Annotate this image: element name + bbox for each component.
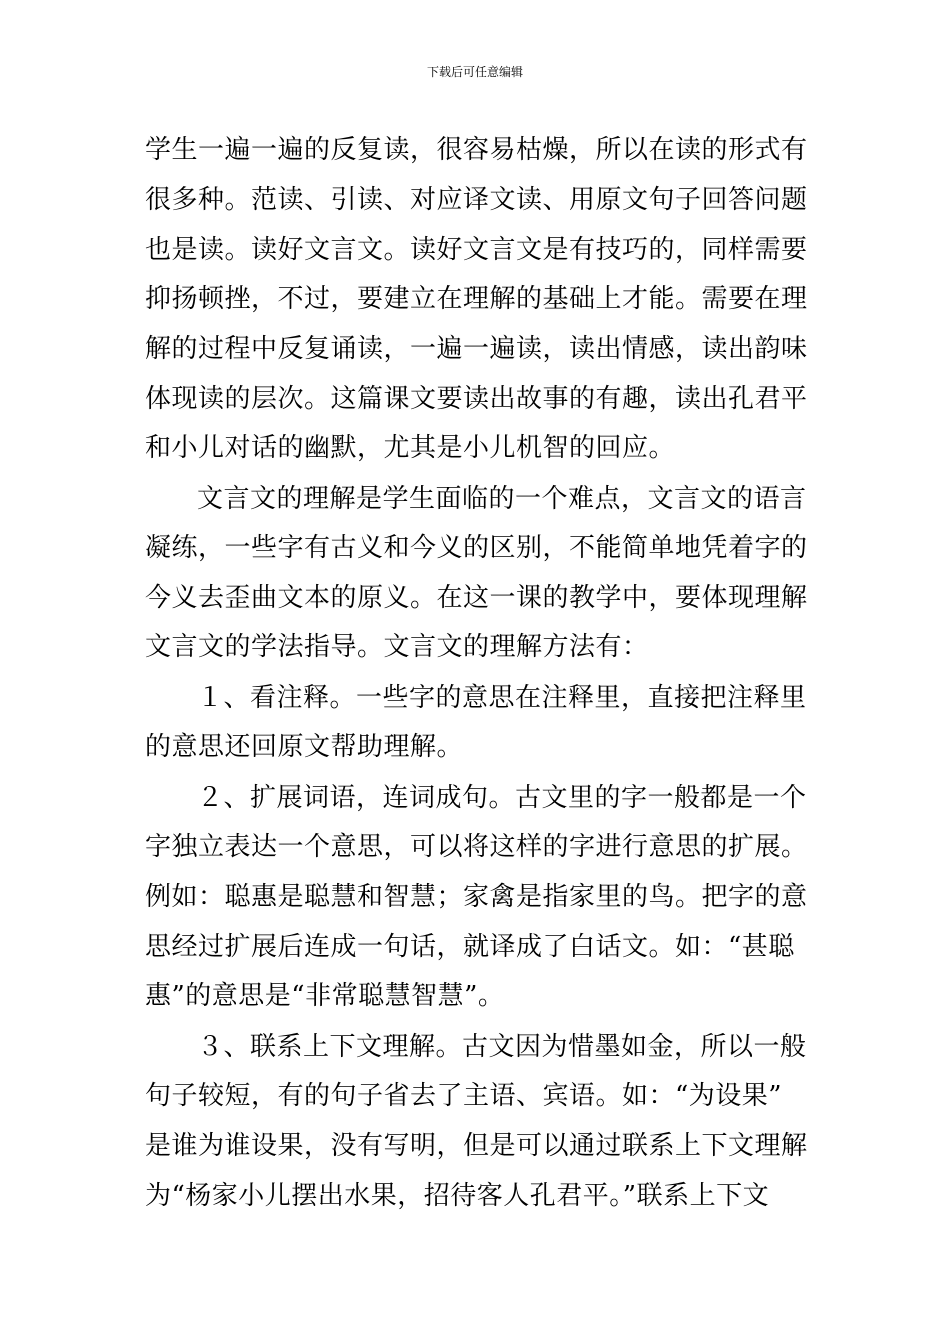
- paragraph-line: 文言文的理解是学生面临的一个难点，文言文的语言: [197, 484, 807, 514]
- list-item-line: 句子较短，有的句子省去了主语、宾语。如：“为设果”: [145, 1081, 783, 1111]
- paragraph-line: 抑扬顿挫，不过，要建立在理解的基础上才能。需要在理: [145, 284, 808, 314]
- paragraph-line: 很多种。范读、引读、对应译文读、用原文句子回答问题: [145, 185, 808, 215]
- page-header: 下载后可任意编辑: [426, 65, 523, 79]
- list-item-line: 惠”的意思是“非常聪慧智慧”。: [145, 981, 505, 1011]
- list-item-line: 字独立表达一个意思，可以将这样的字进行意思的扩展。: [145, 832, 808, 862]
- paragraph-line: 和小儿对话的幽默，尤其是小儿机智的回应。: [145, 433, 676, 463]
- list-item-line: ２、扩展词语，连词成句。古文里的字一般都是一个: [197, 783, 807, 813]
- list-item-line: 的意思还回原文帮助理解。: [145, 732, 464, 762]
- paragraph-line: 今义去歪曲文本的原义。在这一课的教学中，要体现理解: [145, 583, 808, 613]
- paragraph-line: 学生一遍一遍的反复读，很容易枯燥，所以在读的形式有: [145, 135, 808, 165]
- paragraph-line: 也是读。读好文言文。读好文言文是有技巧的，同样需要: [145, 235, 808, 265]
- list-item-line: 例如：聪惠是聪慧和智慧；家禽是指家里的鸟。把字的意: [145, 882, 808, 912]
- list-item-line: ３、联系上下文理解。古文因为惜墨如金，所以一般: [197, 1032, 807, 1062]
- paragraph-line: 凝练，一些字有古义和今义的区别，不能简单地凭着字的: [145, 533, 808, 563]
- paragraph-line: 文言文的学法指导。文言文的理解方法有：: [145, 632, 649, 662]
- list-item-line: 思经过扩展后连成一句话，就译成了白话文。如：“甚聪: [145, 932, 795, 962]
- list-item-line: １、看注释。一些字的意思在注释里，直接把注释里: [197, 683, 807, 713]
- paragraph-line: 体现读的层次。这篇课文要读出故事的有趣，读出孔君平: [145, 384, 808, 414]
- list-item-line: 是谁为谁设果，没有写明，但是可以通过联系上下文理解: [145, 1131, 808, 1161]
- paragraph-line: 解的过程中反复诵读，一遍一遍读，读出情感，读出韵味: [145, 334, 808, 364]
- list-item-line: 为“杨家小儿摆出水果，招待客人孔君平。”联系上下文: [145, 1181, 770, 1211]
